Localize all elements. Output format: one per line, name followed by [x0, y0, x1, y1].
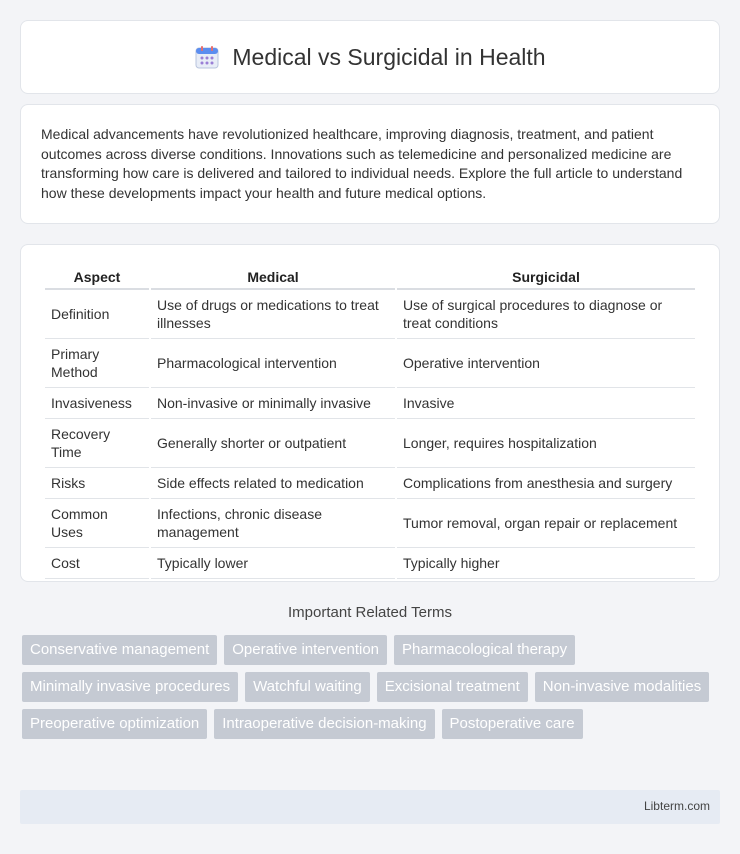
column-header-aspect: Aspect [45, 265, 149, 290]
related-terms-heading: Important Related Terms [288, 604, 452, 621]
table-row [45, 290, 695, 339]
related-term-tag[interactable]: Watchful waiting [245, 672, 370, 702]
cell-aspect: Definition [45, 290, 149, 339]
cell-surgicidal: Complications from anesthesia and surgery [397, 468, 695, 499]
related-term-tag[interactable]: Preoperative optimization [22, 709, 207, 739]
related-term-tag[interactable]: Postoperative care [442, 709, 583, 739]
table-row [45, 388, 695, 419]
related-term-tag[interactable]: Non-invasive modalities [535, 672, 709, 702]
cell-surgicidal: Longer, requires hospitalization [397, 419, 695, 468]
cell-medical: Non-invasive or minimally invasive [151, 388, 395, 419]
cell-medical: Pharmacological intervention [151, 339, 395, 388]
cell-medical: Typically lower [151, 548, 395, 579]
column-header-surgicidal: Surgicidal [397, 265, 695, 290]
footer-site-link[interactable]: Libterm.com [643, 799, 710, 813]
table-header-row [45, 265, 695, 290]
cell-aspect: Risks [45, 468, 149, 499]
cell-medical: Use of drugs or medications to treat illnesses [151, 290, 395, 339]
related-term-tag[interactable]: Intraoperative decision-making [214, 709, 434, 739]
calendar-icon [194, 44, 220, 70]
cell-aspect: Recovery Time [45, 419, 149, 468]
header-card [20, 20, 720, 94]
intro-card [20, 104, 720, 224]
comparison-table-card [20, 244, 720, 582]
table-row [45, 419, 695, 468]
cell-medical: Infections, chronic disease management [151, 499, 395, 548]
intro-text: Medical advancements have revolutionized healthcare, improving diagnosis, treatment, and patient outcomes across diverse conditions. Innovations such as telemedicine and personalized medicine are transforming how care is delivered and tailored to individual needs. Explore the full article to understand how these developments impact your health and future medical options. [41, 126, 683, 201]
comparison-table [43, 265, 697, 579]
cell-aspect: Primary Method [45, 339, 149, 388]
related-term-tag[interactable]: Minimally invasive procedures [22, 672, 238, 702]
cell-medical: Side effects related to medication [151, 468, 395, 499]
cell-surgicidal: Typically higher [397, 548, 695, 579]
table-row [45, 548, 695, 579]
cell-aspect: Cost [45, 548, 149, 579]
cell-surgicidal: Invasive [397, 388, 695, 419]
table-row [45, 499, 695, 548]
table-row [45, 468, 695, 499]
cell-surgicidal: Tumor removal, organ repair or replacement [397, 499, 695, 548]
page-title: Medical vs Surgicidal in Health [232, 43, 546, 70]
related-term-tag[interactable]: Excisional treatment [377, 672, 528, 702]
related-term-tag[interactable]: Operative intervention [224, 635, 387, 665]
cell-medical: Generally shorter or outpatient [151, 419, 395, 468]
column-header-medical: Medical [151, 265, 395, 290]
related-term-tag[interactable]: Pharmacological therapy [394, 635, 575, 665]
cell-surgicidal: Operative intervention [397, 339, 695, 388]
cell-aspect: Invasiveness [45, 388, 149, 419]
cell-aspect: Common Uses [45, 499, 149, 548]
table-row [45, 339, 695, 388]
related-terms-list [22, 635, 722, 746]
cell-surgicidal: Use of surgical procedures to diagnose or treat conditions [397, 290, 695, 339]
related-term-tag[interactable]: Conservative management [22, 635, 217, 665]
footer [20, 790, 720, 824]
